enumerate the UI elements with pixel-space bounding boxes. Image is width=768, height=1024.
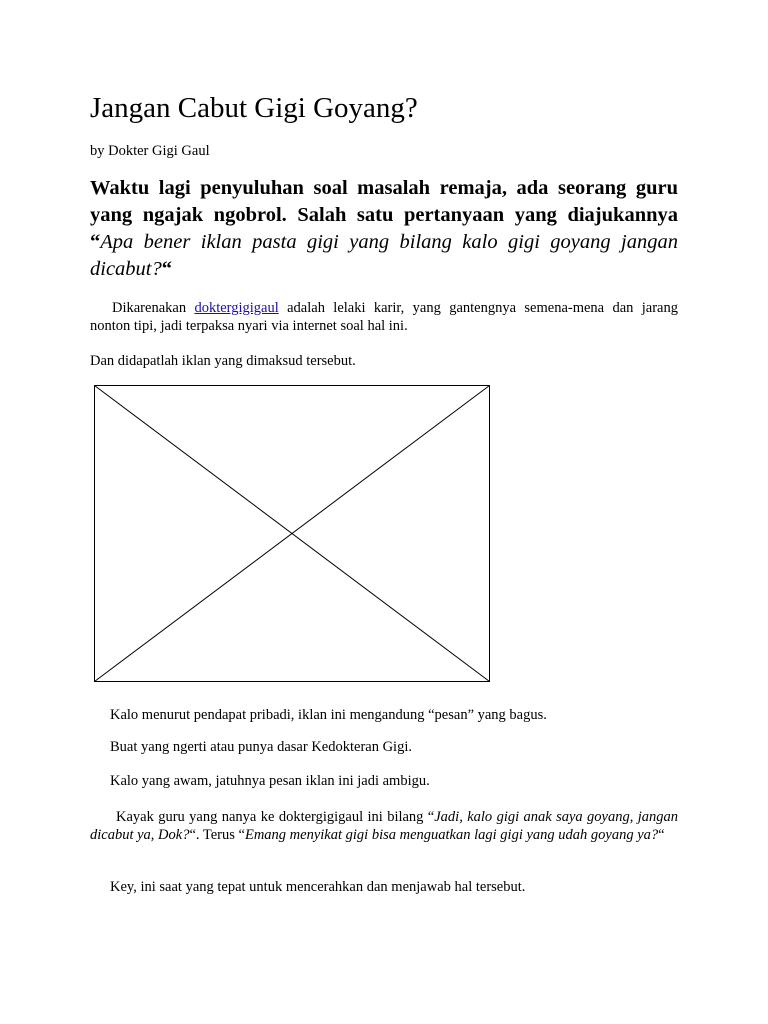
paragraph-6-before: Kayak guru yang nanya ke doktergigigaul ini bilang “ (116, 809, 435, 825)
paragraph-1 (90, 299, 678, 335)
paragraph-3: Kalo menurut pendapat pribadi, iklan ini mengandung “pesan” yang bagus. (110, 707, 547, 723)
article-byline: by Dokter Gigi Gaul (90, 143, 210, 159)
paragraph-1-before: Dikarenakan (112, 300, 195, 316)
paragraph-6-close: “ (658, 827, 665, 843)
paragraph-2: Dan didapatlah iklan yang dimaksud tersebut. (90, 353, 356, 369)
lead-paragraph (90, 175, 678, 283)
lead-quote: Apa bener iklan pasta gigi yang bilang kalo gigi goyang jangan dicabut? (90, 231, 678, 280)
paragraph-5: Kalo yang awam, jatuhnya pesan iklan ini jadi ambigu. (110, 773, 430, 789)
image-placeholder (94, 385, 490, 682)
lead-close: “ (161, 258, 172, 280)
paragraph-1-after: adalah lelaki karir, yang gantengnya semena-mena dan jarang nonton tipi, jadi terpaksa nyari via internet soal hal ini. (90, 300, 678, 334)
paragraph-6-quote-1: Jadi, kalo gigi anak saya goyang, jangan dicabut ya, Dok? (90, 809, 678, 843)
paragraph-6-quote-2: Emang menyikat gigi bisa menguatkan lagi gigi yang udah goyang ya? (244, 827, 659, 843)
doktergigigaul-link[interactable]: doktergigigaul (194, 300, 279, 316)
lead-text: Waktu lagi penyuluhan soal masalah remaja, ada seorang guru yang ngajak ngobrol. Salah satu pertanyaan yang diajukannya “ (90, 177, 678, 253)
broken-image-icon (94, 385, 490, 682)
article-title: Jangan Cabut Gigi Goyang? (90, 92, 418, 124)
paragraph-6 (90, 808, 678, 844)
paragraph-6-mid: “. Terus “ (189, 827, 245, 843)
paragraph-7: Key, ini saat yang tepat untuk mencerahkan dan menjawab hal tersebut. (110, 879, 526, 895)
paragraph-4: Buat yang ngerti atau punya dasar Kedokteran Gigi. (110, 739, 412, 755)
